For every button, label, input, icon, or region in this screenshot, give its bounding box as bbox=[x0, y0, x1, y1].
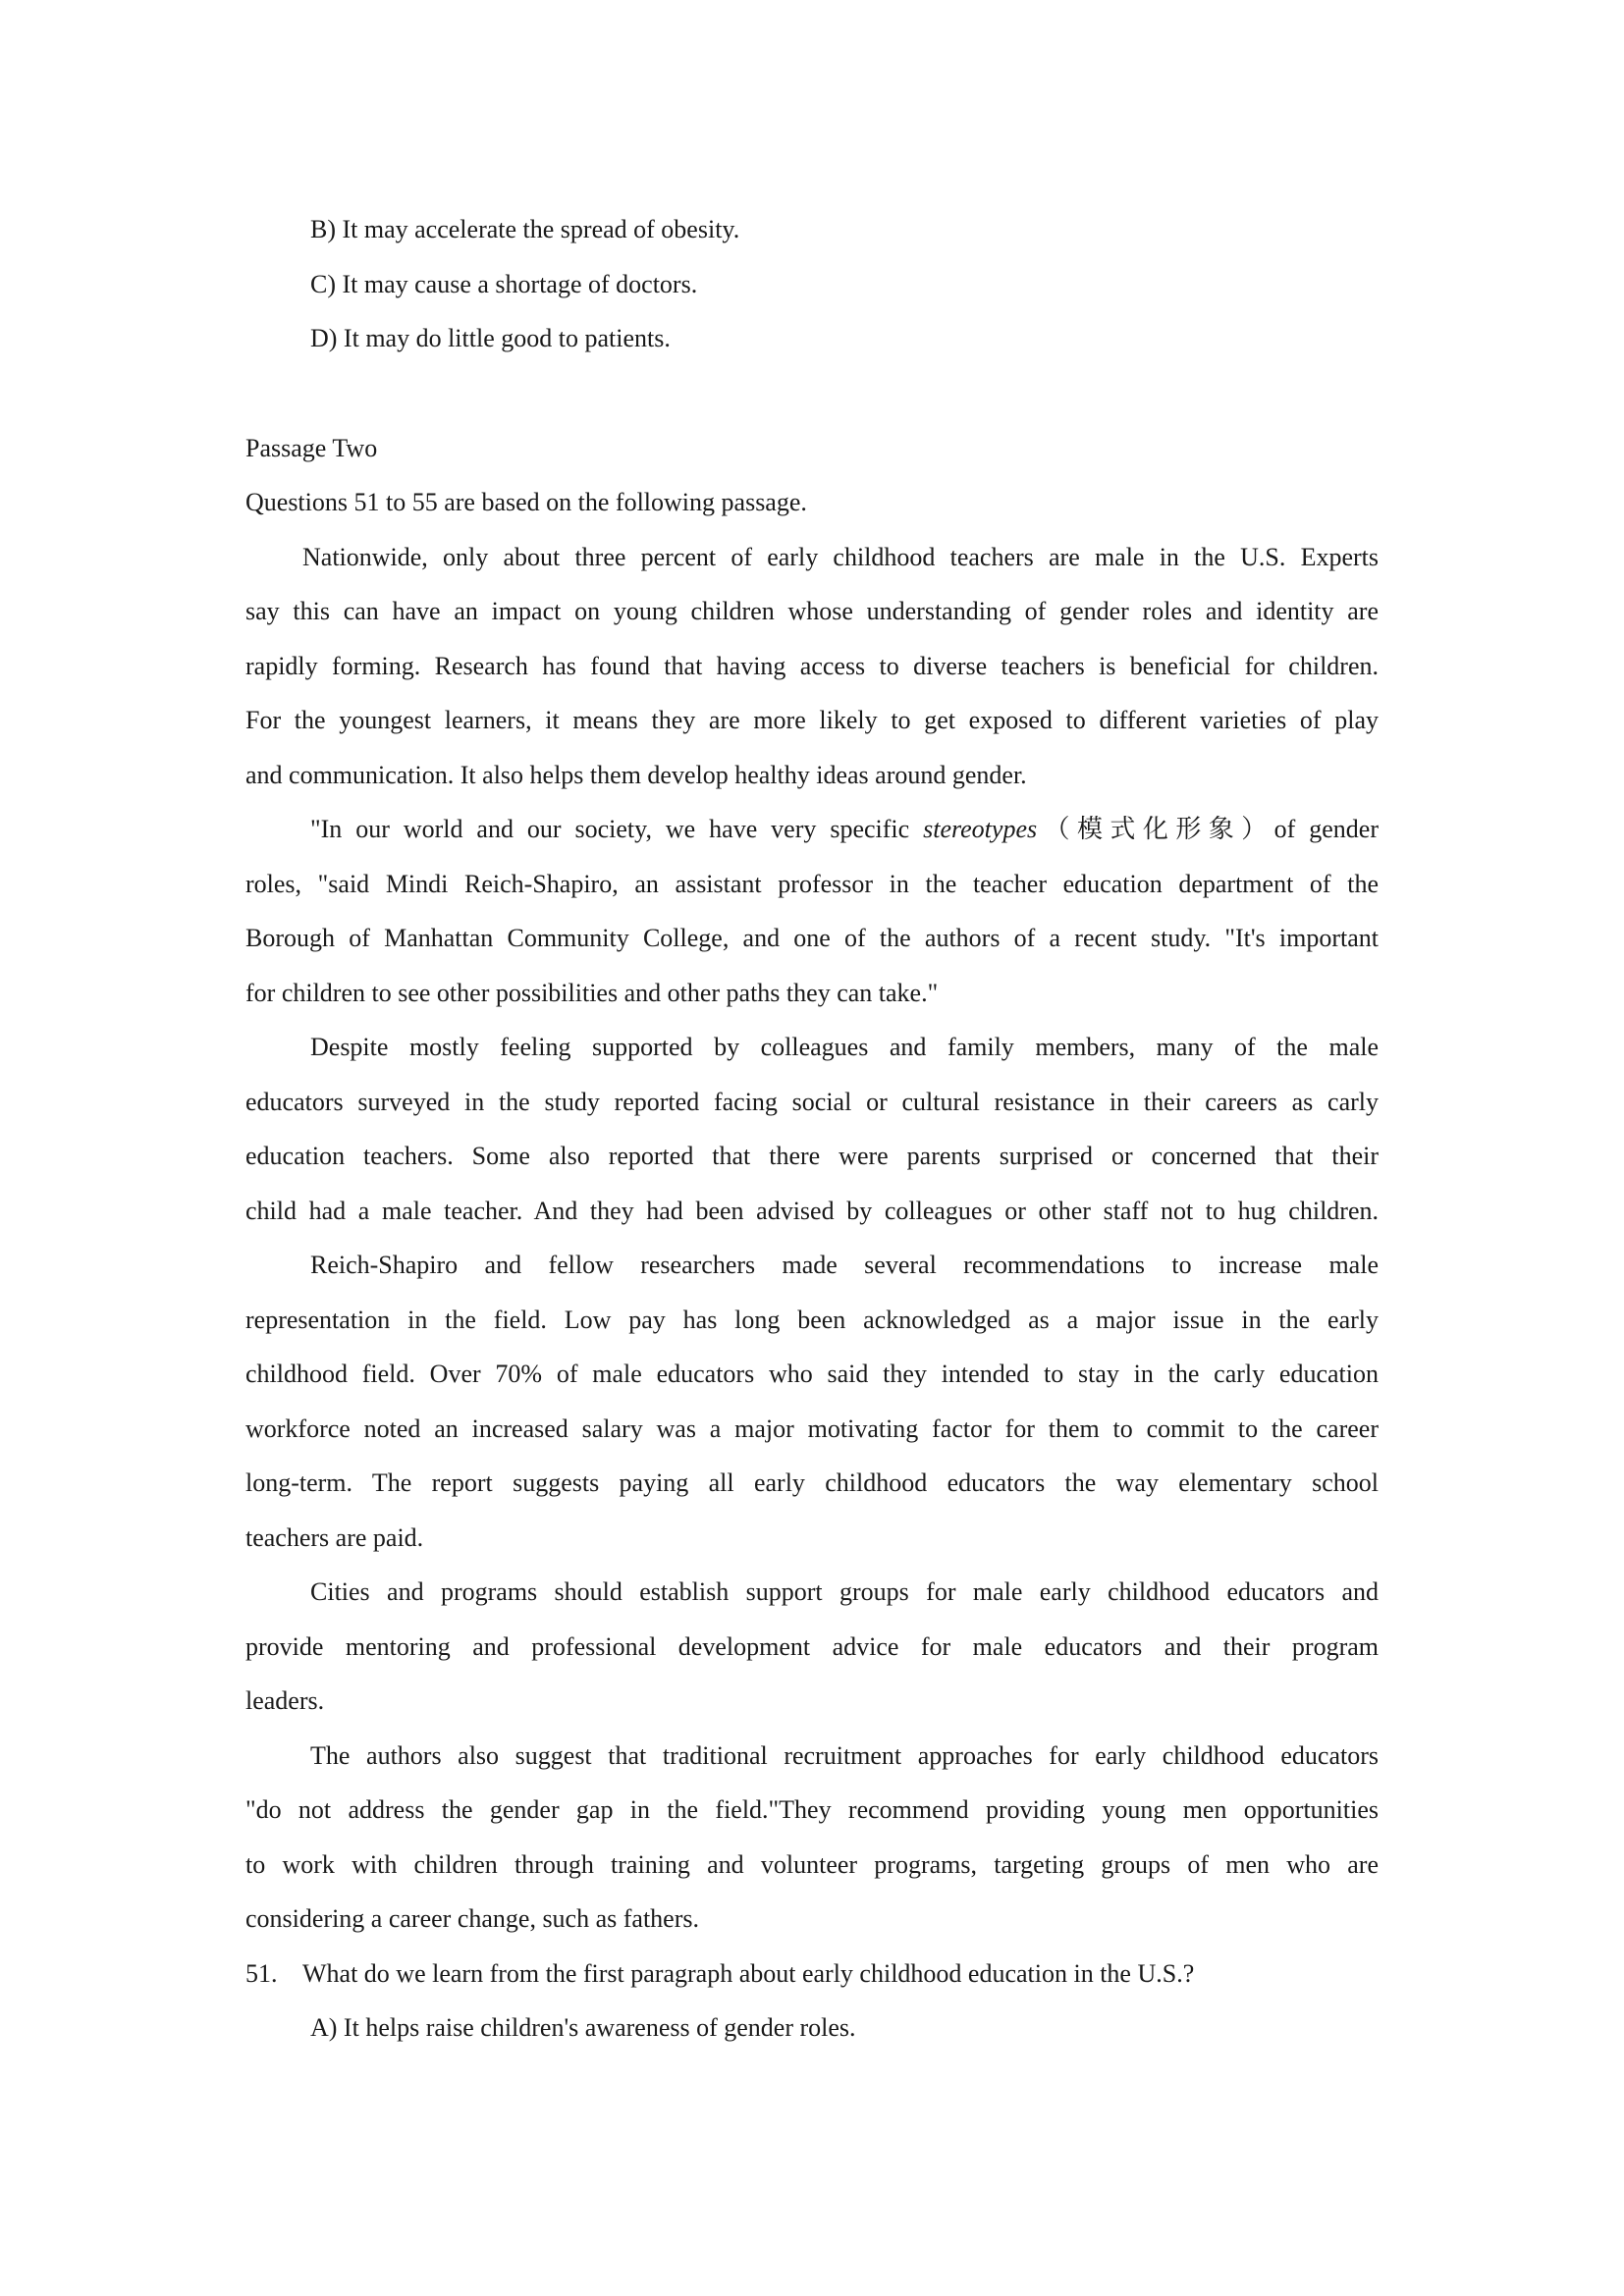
option-b: B) It may accelerate the spread of obesity. bbox=[310, 215, 740, 243]
option-d: D) It may do little good to patients. bbox=[310, 324, 671, 352]
paragraph-2-line: for children to see other possibilities and other paths they can take." bbox=[245, 979, 939, 1007]
passage-intro: Questions 51 to 55 are based on the following passage. bbox=[245, 488, 807, 516]
paragraph-3-line: child had a male teacher. And they had been advised by colleagues or other staff not to hug children. bbox=[245, 1197, 1379, 1225]
passage-title: Passage Two bbox=[245, 434, 378, 462]
paragraph-2-text: （模式化形象）of gender bbox=[1037, 815, 1379, 843]
paragraph-3-line: education teachers. Some also reported that there were parents surprised or concerned that their bbox=[245, 1142, 1379, 1170]
paragraph-4-line: childhood field. Over 70% of male educators who said they intended to stay in the carly education bbox=[245, 1360, 1379, 1388]
paragraph-2-line bbox=[310, 812, 1379, 847]
paragraph-1-line: rapidly forming. Research has found that having access to diverse teachers is beneficial for children. bbox=[245, 652, 1379, 680]
paragraph-2-line: Borough of Manhattan Community College, and one of the authors of a recent study. "It's important bbox=[245, 924, 1379, 952]
paragraph-2-line: roles, "said Mindi Reich-Shapiro, an assistant professor in the teacher education department of the bbox=[245, 870, 1379, 898]
paragraph-6-line: to work with children through training and volunteer programs, targeting groups of men who are bbox=[245, 1850, 1379, 1879]
paragraph-1-line: For the youngest learners, it means they are more likely to get exposed to different varieties of play bbox=[245, 706, 1379, 734]
paragraph-3-line: Despite mostly feeling supported by colleagues and family members, many of the male bbox=[310, 1033, 1379, 1061]
paragraph-5-line: leaders. bbox=[245, 1686, 325, 1715]
paragraph-4-line: teachers are paid. bbox=[245, 1523, 424, 1552]
paragraph-6-line: "do not address the gender gap in the field."They recommend providing young men opportunities bbox=[245, 1795, 1379, 1824]
paragraph-6-line: considering a career change, such as fathers. bbox=[245, 1904, 699, 1933]
question-51-option-a: A) It helps raise children's awareness of gender roles. bbox=[310, 2013, 856, 2042]
paragraph-4-line: workforce noted an increased salary was a major motivating factor for them to commit to the career bbox=[245, 1415, 1379, 1443]
paragraph-4-line: Reich-Shapiro and fellow researchers made several recommendations to increase male bbox=[310, 1251, 1379, 1279]
paragraph-4-line: long-term. The report suggests paying all early childhood educators the way elementary school bbox=[245, 1468, 1379, 1497]
question-51-text: What do we learn from the first paragraph about early childhood education in the U.S.? bbox=[302, 1959, 1195, 1988]
paragraph-6-line: The authors also suggest that traditional recruitment approaches for early childhood educators bbox=[310, 1741, 1379, 1770]
paragraph-2-text: "In our world and our society, we have very specific bbox=[310, 815, 924, 843]
paragraph-1-line: and communication. It also helps them develop healthy ideas around gender. bbox=[245, 761, 1027, 789]
stereotypes-term: stereotypes bbox=[923, 815, 1038, 843]
paragraph-5-line: provide mentoring and professional development advice for male educators and their program bbox=[245, 1632, 1379, 1661]
paragraph-1-line: say this can have an impact on young children whose understanding of gender roles and identity are bbox=[245, 597, 1379, 625]
paragraph-5-line: Cities and programs should establish support groups for male early childhood educators and bbox=[310, 1577, 1379, 1606]
question-51-number: 51. bbox=[245, 1959, 278, 1988]
paragraph-4-line: representation in the field. Low pay has long been acknowledged as a major issue in the early bbox=[245, 1306, 1379, 1334]
option-c: C) It may cause a shortage of doctors. bbox=[310, 270, 698, 298]
paragraph-3-line: educators surveyed in the study reported facing social or cultural resistance in their careers as carly bbox=[245, 1088, 1379, 1116]
paragraph-1-line: Nationwide, only about three percent of early childhood teachers are male in the U.S. Experts bbox=[302, 543, 1379, 571]
